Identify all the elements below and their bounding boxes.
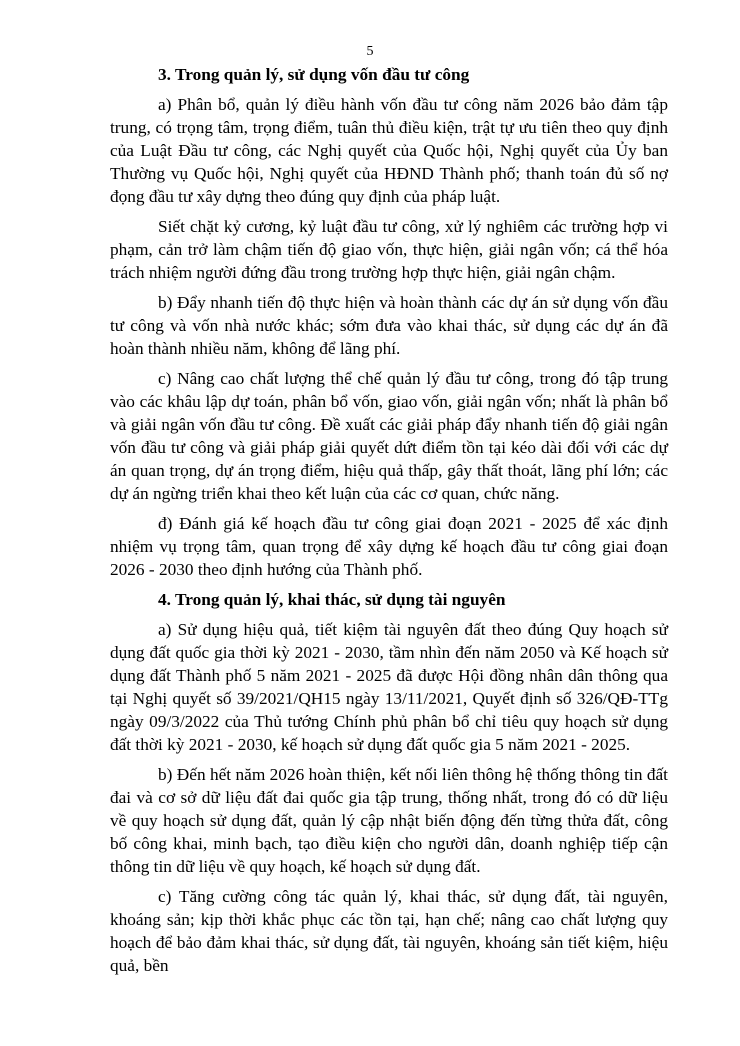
- section-3-paragraph-a: a) Phân bổ, quản lý điều hành vốn đầu tư công năm 2026 bảo đảm tập trung, có trọng tâm, trọng điểm, tuân thủ điều kiện, trật tự ưu tiên theo quy định của Luật Đầu tư công, các Nghị quyết của Quốc hội, Nghị quyết của Ủy ban Thường vụ Quốc hội, Nghị quyết của HĐND Thành phố; thanh toán đủ số nợ đọng đầu tư xây dựng theo đúng quy định của pháp luật.: [110, 95, 668, 206]
- section-4-paragraph-c: c) Tăng cường công tác quản lý, khai thác, sử dụng đất, tài nguyên, khoáng sản; kịp thời khắc phục các tồn tại, hạn chế; nâng cao chất lượng quy hoạch để bảo đảm khai thác, sử dụng đất, tài nguyên, khoáng sản tiết kiệm, hiệu quả, bền: [110, 887, 668, 975]
- section-4-heading: 4. Trong quản lý, khai thác, sử dụng tài nguyên: [158, 590, 506, 609]
- page-number: 5: [366, 44, 374, 59]
- section-3-paragraph-b: b) Đẩy nhanh tiến độ thực hiện và hoàn thành các dự án sử dụng vốn đầu tư công và vốn nhà nước khác; sớm đưa vào khai thác, sử dụng các dự án đã hoàn thành nhiều năm, không để lãng phí.: [110, 293, 668, 358]
- section-3-heading: 3. Trong quản lý, sử dụng vốn đầu tư công: [158, 65, 470, 84]
- document-body: [110, 63, 668, 984]
- section-4-paragraph-b: b) Đến hết năm 2026 hoàn thiện, kết nối liên thông hệ thống thông tin đất đai và cơ sở dữ liệu đất đai quốc gia tập trung, thống nhất, trong đó có dữ liệu về quy hoạch sử dụng đất, quản lý cập nhật biến động đến từng thửa đất, công bố công khai, minh bạch, tạo điều kiện cho người dân, doanh nghiệp tiếp cận thông tin dữ liệu về quy hoạch, kế hoạch sử dụng đất.: [110, 765, 668, 876]
- section-4-paragraph-a: a) Sử dụng hiệu quả, tiết kiệm tài nguyên đất theo đúng Quy hoạch sử dụng đất quốc gia thời kỳ 2021 - 2030, tầm nhìn đến năm 2050 và Kế hoạch sử dụng đất Thành phố 5 năm 2021 - 2025 đã được Hội đồng nhân dân thông qua tại Nghị quyết số 39/2021/QH15 ngày 13/11/2021, Quyết định số 326/QĐ-TTg ngày 09/3/2022 của Thủ tướng Chính phủ phân bổ chỉ tiêu quy hoạch sử dụng đất thời kỳ 2021 - 2030, kế hoạch sử dụng đất quốc gia 5 năm 2021 - 2025.: [110, 620, 668, 754]
- section-3-paragraph-d: đ) Đánh giá kế hoạch đầu tư công giai đoạn 2021 - 2025 để xác định nhiệm vụ trọng tâm, quan trọng để xây dựng kế hoạch đầu tư công giai đoạn 2026 - 2030 theo định hướng của Thành phố.: [110, 514, 668, 579]
- section-3-paragraph-c: c) Nâng cao chất lượng thể chế quản lý đầu tư công, trong đó tập trung vào các khâu lập dự toán, phân bổ vốn, giao vốn, giải ngân vốn; nhất là phân bổ và giải ngân vốn đầu tư công. Đề xuất các giải pháp đẩy nhanh tiến độ giải ngân vốn đầu tư công và giải pháp giải quyết dứt điểm tồn tại kéo dài đối với các dự án quan trọng, dự án trọng điểm, hiệu quả thấp, gây thất thoát, lãng phí lớn; các dự án ngừng triển khai theo kết luận của các cơ quan, chức năng.: [110, 369, 668, 503]
- section-3-paragraph-discipline: Siết chặt kỷ cương, kỷ luật đầu tư công, xử lý nghiêm các trường hợp vi phạm, cản trở làm chậm tiến độ giao vốn, thực hiện, giải ngân vốn; cá thể hóa trách nhiệm người đứng đầu trong trường hợp thực hiện, giải ngân chậm.: [110, 217, 668, 282]
